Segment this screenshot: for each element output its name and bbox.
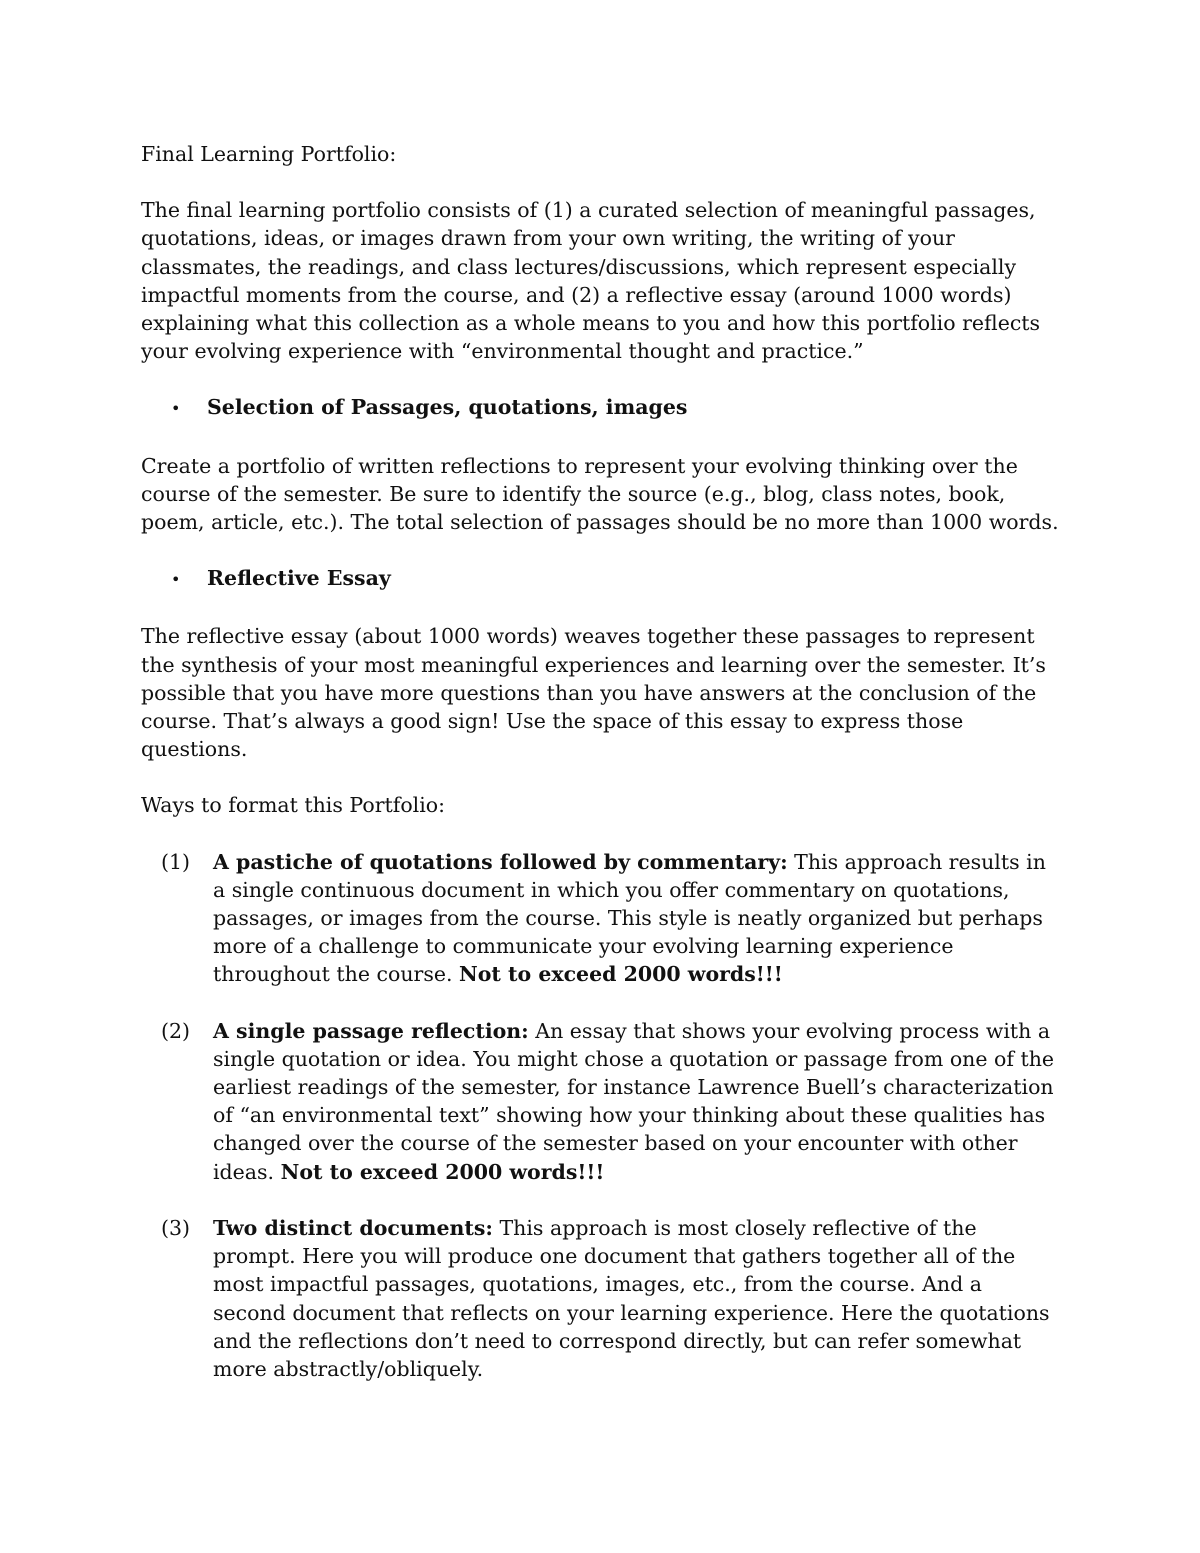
section-paragraph-essay: The reflective essay (about 1000 words) weaves together these passages to represent the synthesis of your most meaningful experiences and learning over the semester. It’s possible that you have more questions than you have answers at the conclusion of the course. That’s always a good sign! Use the space of this essay to express those questions. xyxy=(141,624,1046,762)
format-body xyxy=(213,848,1060,989)
format-number: (1) xyxy=(161,849,191,874)
format-body xyxy=(213,1017,1060,1186)
format-item-single-passage xyxy=(141,1017,1060,1186)
format-text: This approach results in a single continuous document in which you offer commentary on quotations, passages, or images from the course. This style is neatly organized but perhaps more of a challenge to communicate your evolving learning experience throughout the course. xyxy=(213,849,1046,987)
section-paragraph-passages: Create a portfolio of written reflections to represent your evolving thinking over the course of the semester. Be sure to identify the source (e.g., blog, class notes, book, poem, article, etc.). The total selection of passages should be no more than 1000 words. xyxy=(141,453,1059,535)
format-text: An essay that shows your evolving process with a single quotation or idea. You might chose a quotation or passage from one of the earliest readings of the semester, for instance Lawrence Buell’s characterization of “an environmental text” showing how your thinking about these qualities has changed over the course of the semester based on your encounter with other ideas. xyxy=(213,1018,1055,1184)
format-number: (3) xyxy=(161,1215,191,1240)
section-heading-label: Reflective Essay xyxy=(207,566,391,591)
intro-paragraph: The final learning portfolio consists of (1) a curated selection of meaningful passages, quotations, ideas, or images drawn from your own writing, the writing of your classmates, the readings, and class lectures/discussions, which represent especially impactful moments from the course, and (2) a reflective essay (around 1000 words) explaining what this collection as a whole means to you and how this portfolio reflects your evolving experience with “environmental thought and practice.” xyxy=(141,198,1041,364)
format-label: A pastiche of quotations followed by commentary: xyxy=(213,849,788,874)
format-number: (2) xyxy=(161,1018,191,1043)
format-label: A single passage reflection: xyxy=(213,1018,529,1043)
format-item-pastiche xyxy=(141,848,1060,989)
section-heading-passages xyxy=(141,393,1060,423)
format-text: This approach is most closely reflective of the prompt. Here you will produce one document that gathers together all of the most impactful passages, quotations, images, etc., from the course. And a second document that reflects on your learning experience. Here the quotations and the reflections don’t need to correspond directly, but can refer somewhat more abstractly/obliquely. xyxy=(213,1215,1050,1381)
format-label: Two distinct documents: xyxy=(213,1215,493,1240)
bullet-icon: • xyxy=(171,570,181,590)
formats-heading: Ways to format this Portfolio: xyxy=(141,793,446,818)
format-limit: Not to exceed 2000 words!!! xyxy=(459,962,783,987)
document-title: Final Learning Portfolio: xyxy=(141,142,397,166)
format-item-two-documents xyxy=(141,1214,1060,1383)
format-body xyxy=(213,1214,1060,1383)
bullet-icon: • xyxy=(171,399,181,419)
section-heading-essay xyxy=(141,564,1060,594)
format-limit: Not to exceed 2000 words!!! xyxy=(280,1159,605,1184)
section-heading-label: Selection of Passages, quotations, images xyxy=(207,395,688,420)
